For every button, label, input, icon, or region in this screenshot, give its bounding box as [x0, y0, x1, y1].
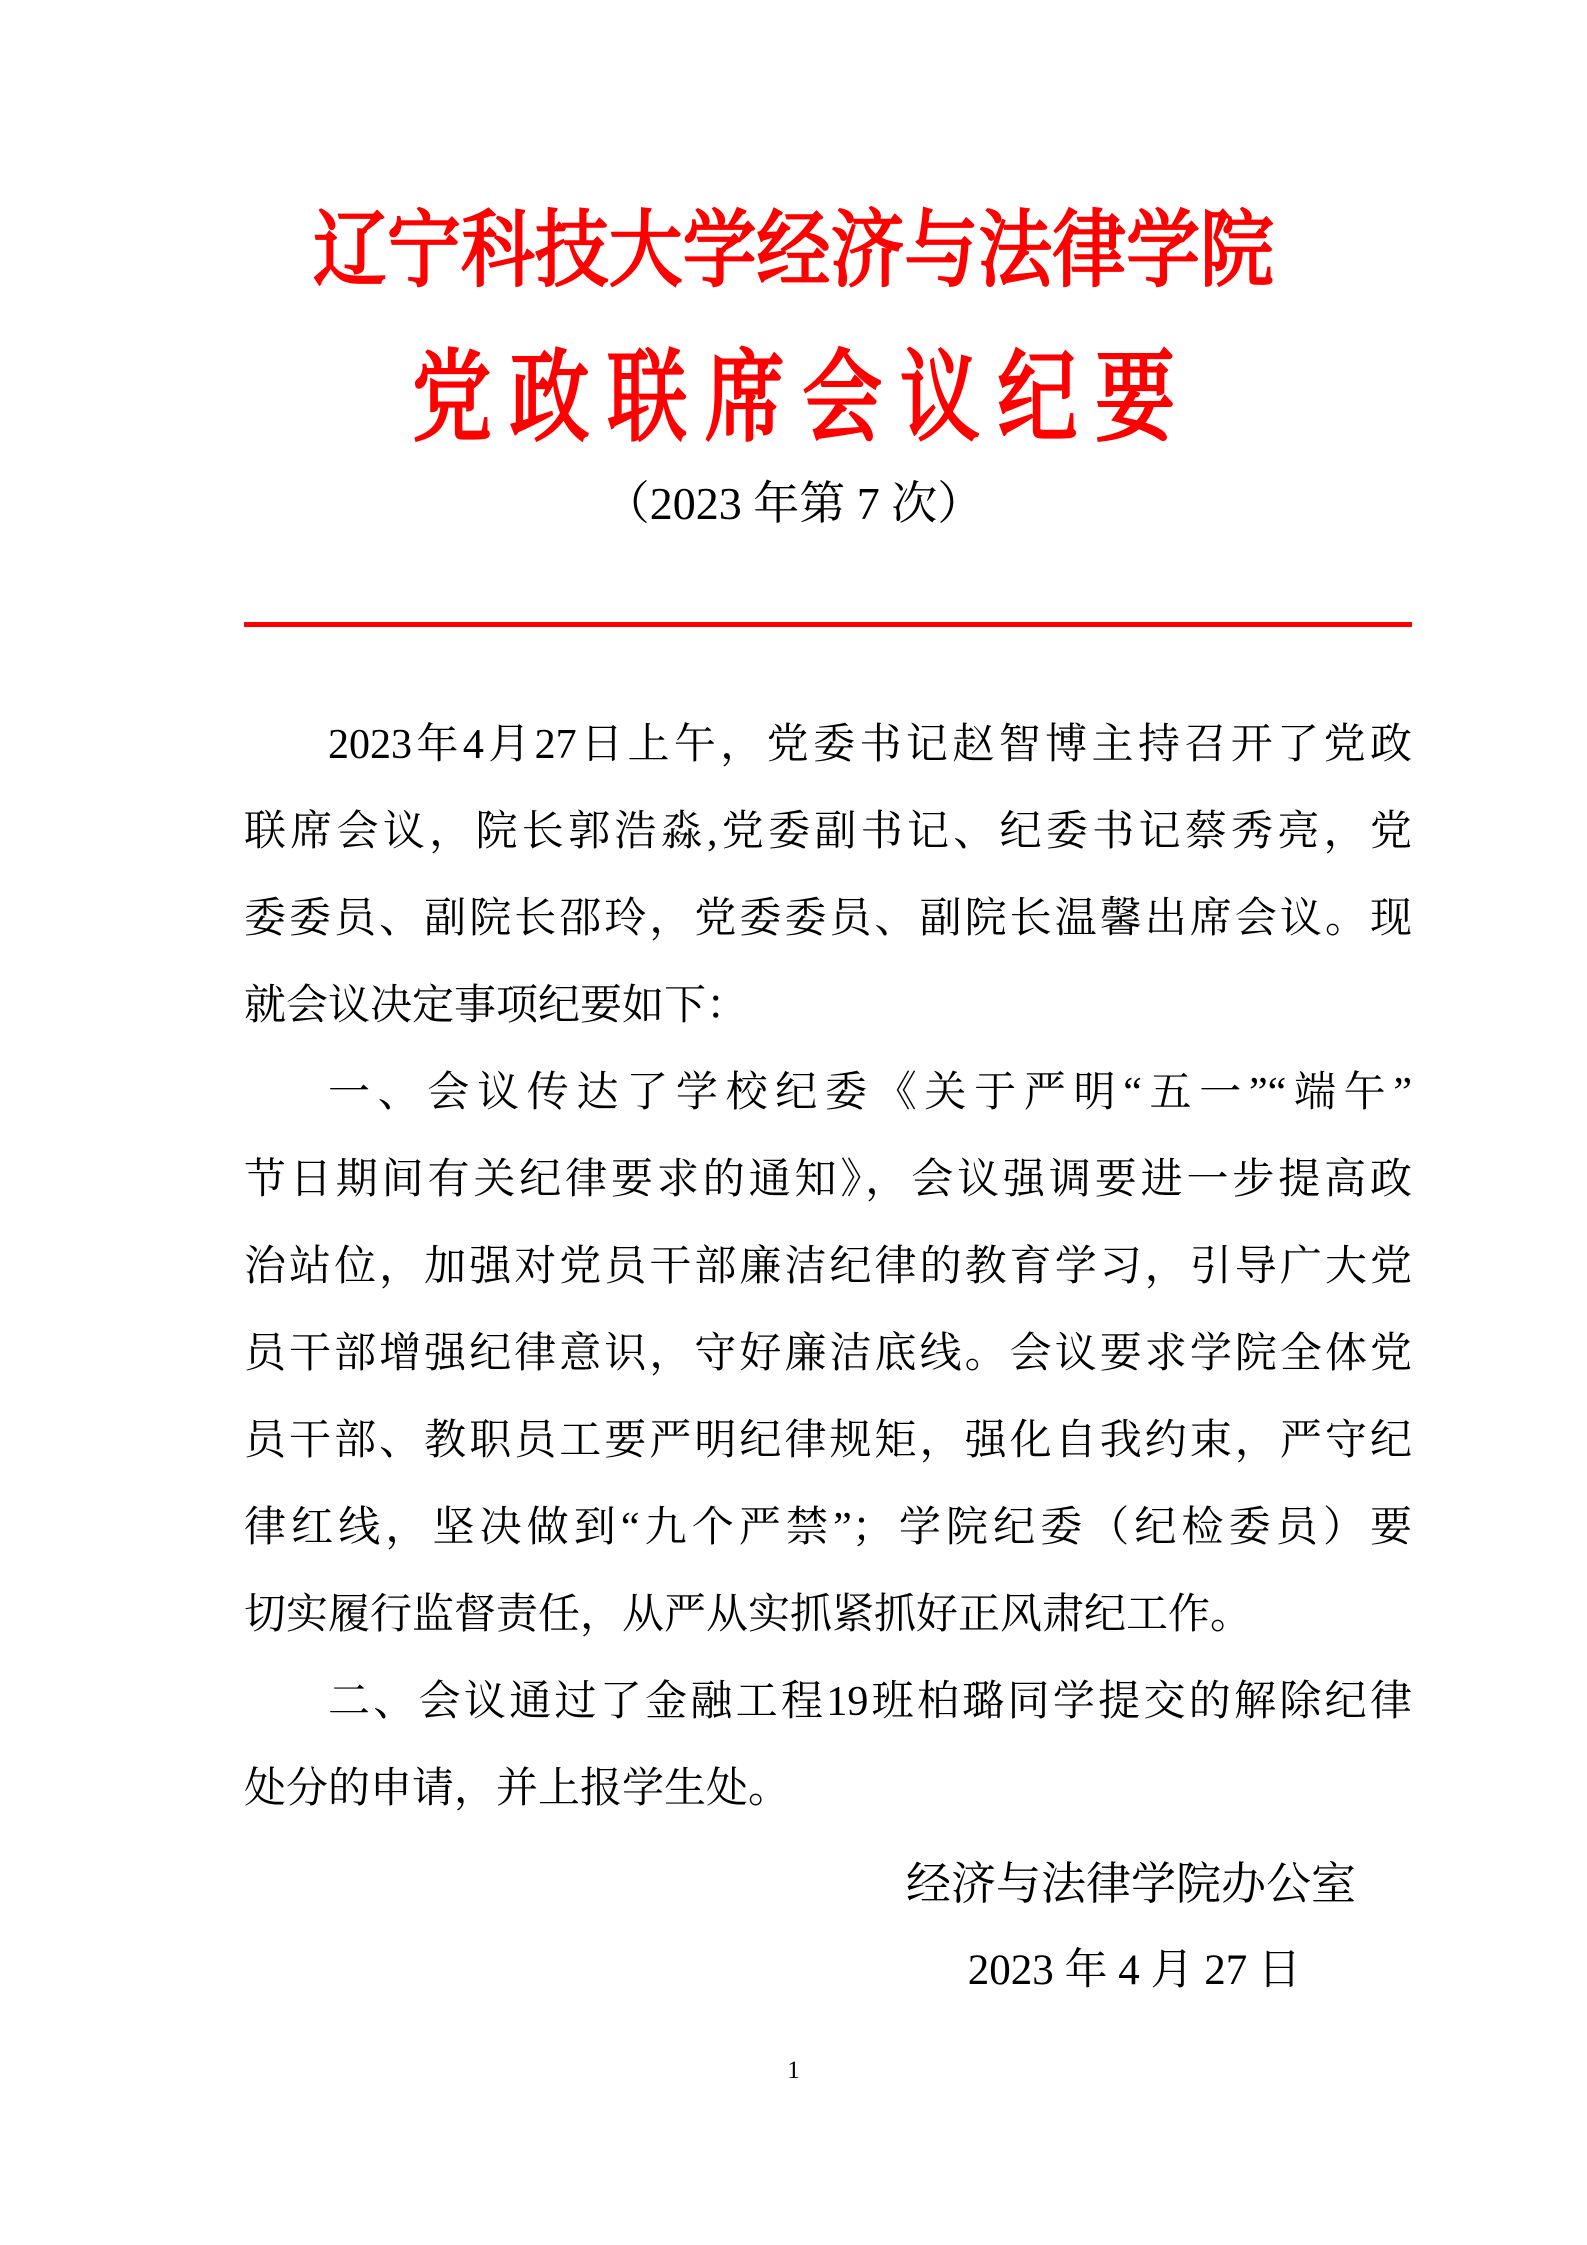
org-title: 辽宁科技大学经济与法律学院: [313, 203, 1274, 297]
body-line: 委委员、副院长邵玲，党委委员、副院长温馨出席会议。现: [244, 896, 1412, 942]
session-number: （2023 年第 7 次）: [603, 478, 984, 529]
header-divider-rule: [244, 622, 1412, 627]
body-line: 一、会议传达了学校纪委《关于严明“五一”“端午”: [328, 1070, 1412, 1116]
body-line: 员干部增强纪律意识，守好廉洁底线。会议要求学院全体党: [244, 1331, 1412, 1377]
body-line: 切实履行监督责任，从严从实抓紧抓好正风肃纪工作。: [244, 1592, 1253, 1638]
document-body: [244, 702, 1412, 1833]
body-line: 律红线，坚决做到“九个严禁”；学院纪委（纪检委员）要: [244, 1505, 1412, 1551]
body-line: 二、会议通过了金融工程19班柏璐同学提交的解除纪律: [328, 1679, 1412, 1725]
body-line: 就会议决定事项纪要如下：: [244, 983, 749, 1029]
body-line: 2023年4月27日上午，党委书记赵智博主持召开了党政: [328, 722, 1412, 768]
body-line: 治站位，加强对党员干部廉洁纪律的教育学习，引导广大党: [244, 1244, 1412, 1290]
issuing-office: 经济与法律学院办公室: [905, 1859, 1356, 1909]
doc-title: 党政联席会议纪要: [411, 342, 1193, 454]
page-number: 1: [787, 2057, 800, 2084]
body-line: 联席会议，院长郭浩淼,党委副书记、纪委书记蔡秀亮，党: [244, 809, 1412, 855]
body-line: 节日期间有关纪律要求的通知》，会议强调要进一步提高政: [244, 1157, 1412, 1203]
body-line: 员干部、教职员工要严明纪律规矩，强化自我约束，严守纪: [244, 1418, 1412, 1464]
body-line: 处分的申请，并上报学生处。: [244, 1766, 791, 1812]
issue-date: 2023 年 4 月 27 日: [967, 1947, 1301, 1994]
